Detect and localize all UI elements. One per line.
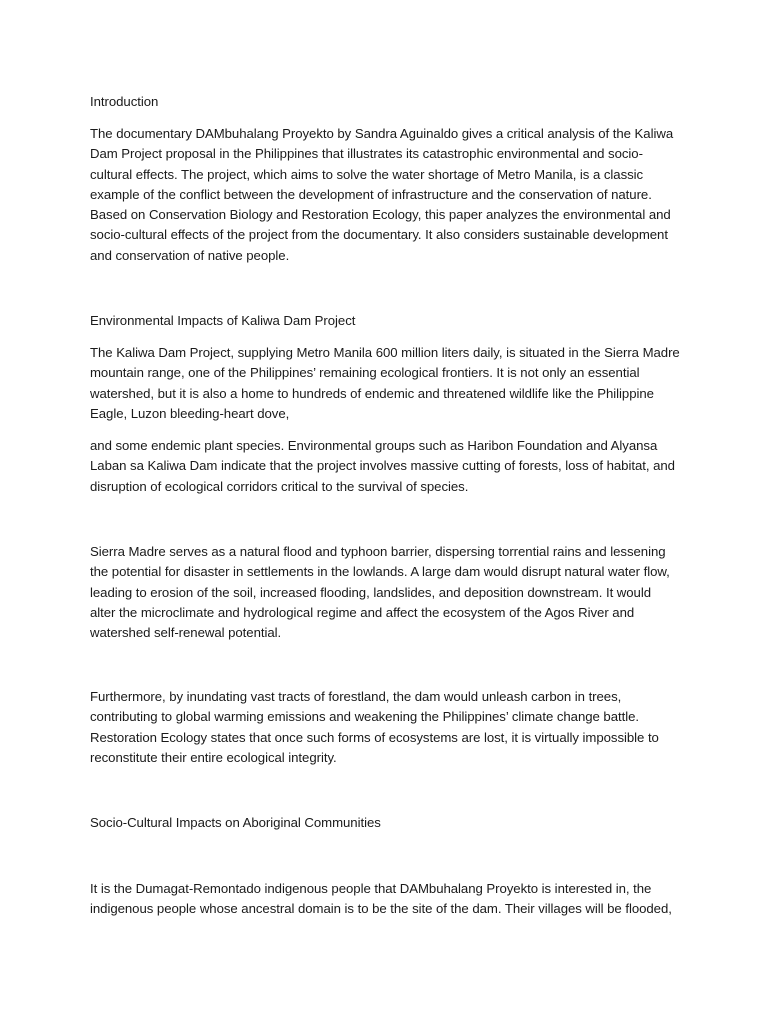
socio-cultural-paragraph: It is the Dumagat-Remontado indigenous people that DAMbuhalang Proyekto is interested in, the indigenous people whose ancestral domain is to be the site of the dam. Their villages will be flooded, [90,881,672,917]
socio-cultural-impacts-heading: Socio-Cultural Impacts on Aboriginal Communities [90,815,381,830]
intro-heading: Introduction [90,94,159,109]
environmental-paragraph: The Kaliwa Dam Project, supplying Metro Manila 600 million liters daily, is situated in the Sierra Madre mountain range, one of the Philippines’ remaining ecological frontiers. It is not only an essential watershed, but it is also a home to hundreds of endemic and threatened wildlife like the Philippine Eagle, Luzon bleeding-heart dove, [90,345,680,421]
environmental-paragraph: Furthermore, by inundating vast tracts of forestland, the dam would unleash carbon in trees, contributing to global warming emissions and weakening the Philippines’ climate change battle. Restoration Ecology states that once such forms of ecosystems are lost, it is virtually impossible to reconstitute their entire ecological integrity. [90,689,659,765]
environmental-impacts-heading: Environmental Impacts of Kaliwa Dam Project [90,313,356,328]
environmental-paragraph: and some endemic plant species. Environmental groups such as Haribon Foundation and Alyansa Laban sa Kaliwa Dam indicate that the project involves massive cutting of forests, loss of habitat, and disruption of ecological corridors critical to the survival of species. [90,438,675,494]
intro-paragraph: The documentary DAMbuhalang Proyekto by Sandra Aguinaldo gives a critical analysis of the Kaliwa Dam Project proposal in the Philippines that illustrates its catastrophic environmental and socio-cultural effects. The project, which aims to solve the water shortage of Metro Manila, is a classic example of the conflict between the development of infrastructure and the conservation of nature. Based on Conservation Biology and Restoration Ecology, this paper analyzes the environmental and socio-cultural effects of the project from the documentary. It also considers sustainable development and conservation of native people. [90,126,674,263]
environmental-paragraph: Sierra Madre serves as a natural flood and typhoon barrier, dispersing torrential rains and lessening the potential for disaster in settlements in the lowlands. A large dam would disrupt natural water flow, leading to erosion of the soil, increased flooding, landslides, and deposition downstream. It would alter the microclimate and hydrological regime and affect the ecosystem of the Agos River and watershed self-renewal potential. [90,544,670,641]
